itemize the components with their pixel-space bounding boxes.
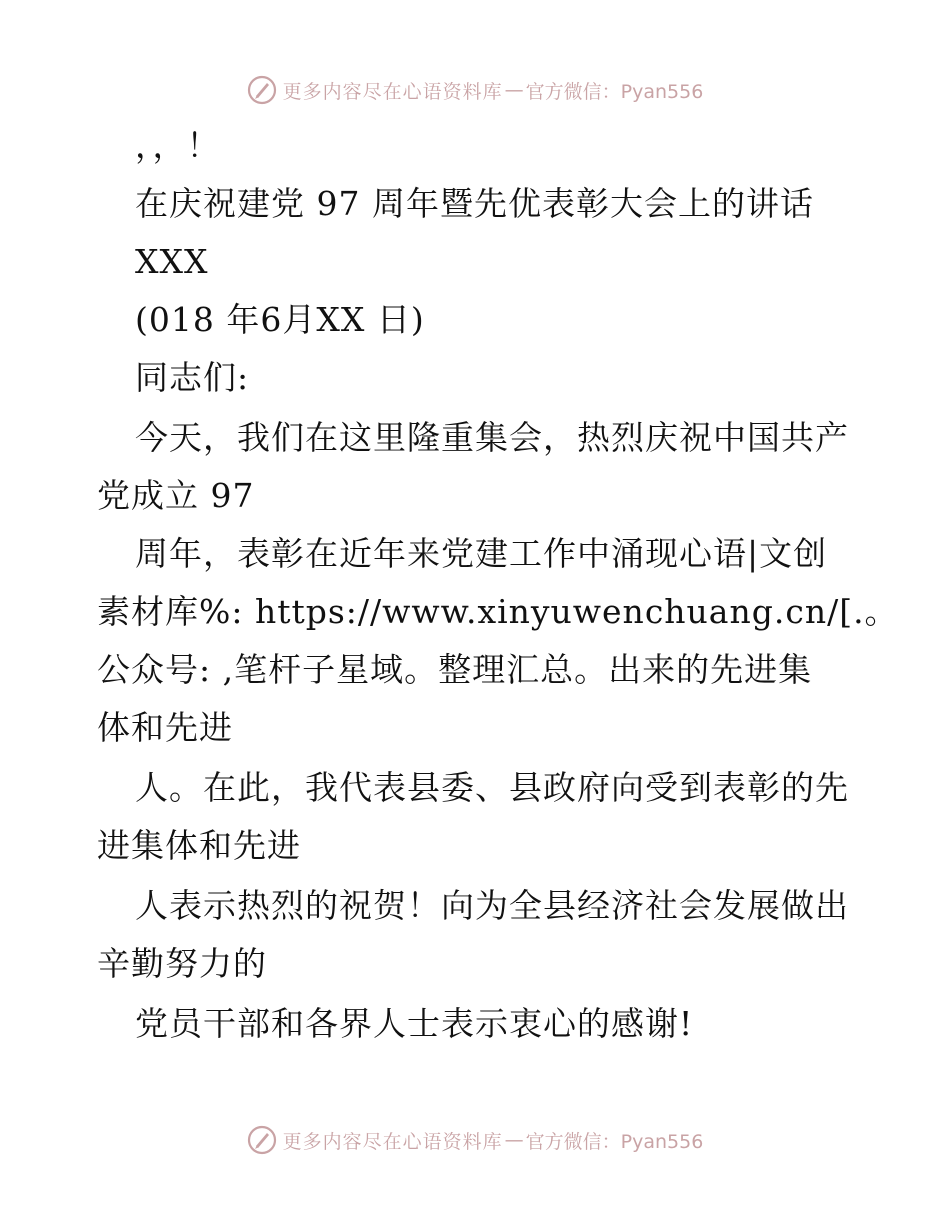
speech-date: (018 年6月XX 日) [135, 300, 425, 339]
header-separator: — [504, 79, 524, 101]
body-line: 进集体和先进 [97, 826, 301, 865]
speech-title: 在庆祝建党 97 周年暨先优表彰大会上的讲话 [135, 184, 814, 223]
body-line: 体和先进 [97, 708, 233, 747]
speaker-name: XXX [135, 242, 209, 281]
body-line: 人表示热烈的祝贺！向为全县经济社会发展做出 [135, 886, 849, 925]
body-line: 党员干部和各界人士表示衷心的感谢! [135, 1004, 694, 1043]
body-line: 辛勤努力的 [97, 944, 267, 983]
body-line: 周年，表彰在近年来党建工作中涌现心语|文创 [135, 534, 828, 573]
footer-watermark [0, 1120, 950, 1160]
header-site-text: 更多内容尽在心语资料库 [282, 80, 503, 103]
text-line: ，，！ [135, 126, 221, 165]
body-line: 今天，我们在这里隆重集会，热烈庆祝中国共产 [135, 418, 849, 457]
footer-separator: — [504, 1129, 524, 1151]
quill-pen-logo-icon [247, 1125, 277, 1155]
body-line: 人。在此，我代表县委、县政府向受到表彰的先 [135, 768, 849, 807]
header-watermark [0, 70, 950, 110]
body-line: 素材库%: https://www.xinyuwenchuang.cn/[.。 [97, 592, 899, 631]
body-line: 党成立 97 [97, 476, 255, 515]
header-wechat-text: 官方微信：Pyan556 [525, 80, 704, 103]
body-line: 公众号: ,笔杆子星域。整理汇总。出来的先进集 [97, 650, 813, 689]
footer-site-text: 更多内容尽在心语资料库 [282, 1130, 503, 1153]
salutation: 同志们: [135, 358, 250, 397]
quill-pen-logo-icon [247, 75, 277, 105]
footer-wechat-text: 官方微信：Pyan556 [525, 1130, 704, 1153]
